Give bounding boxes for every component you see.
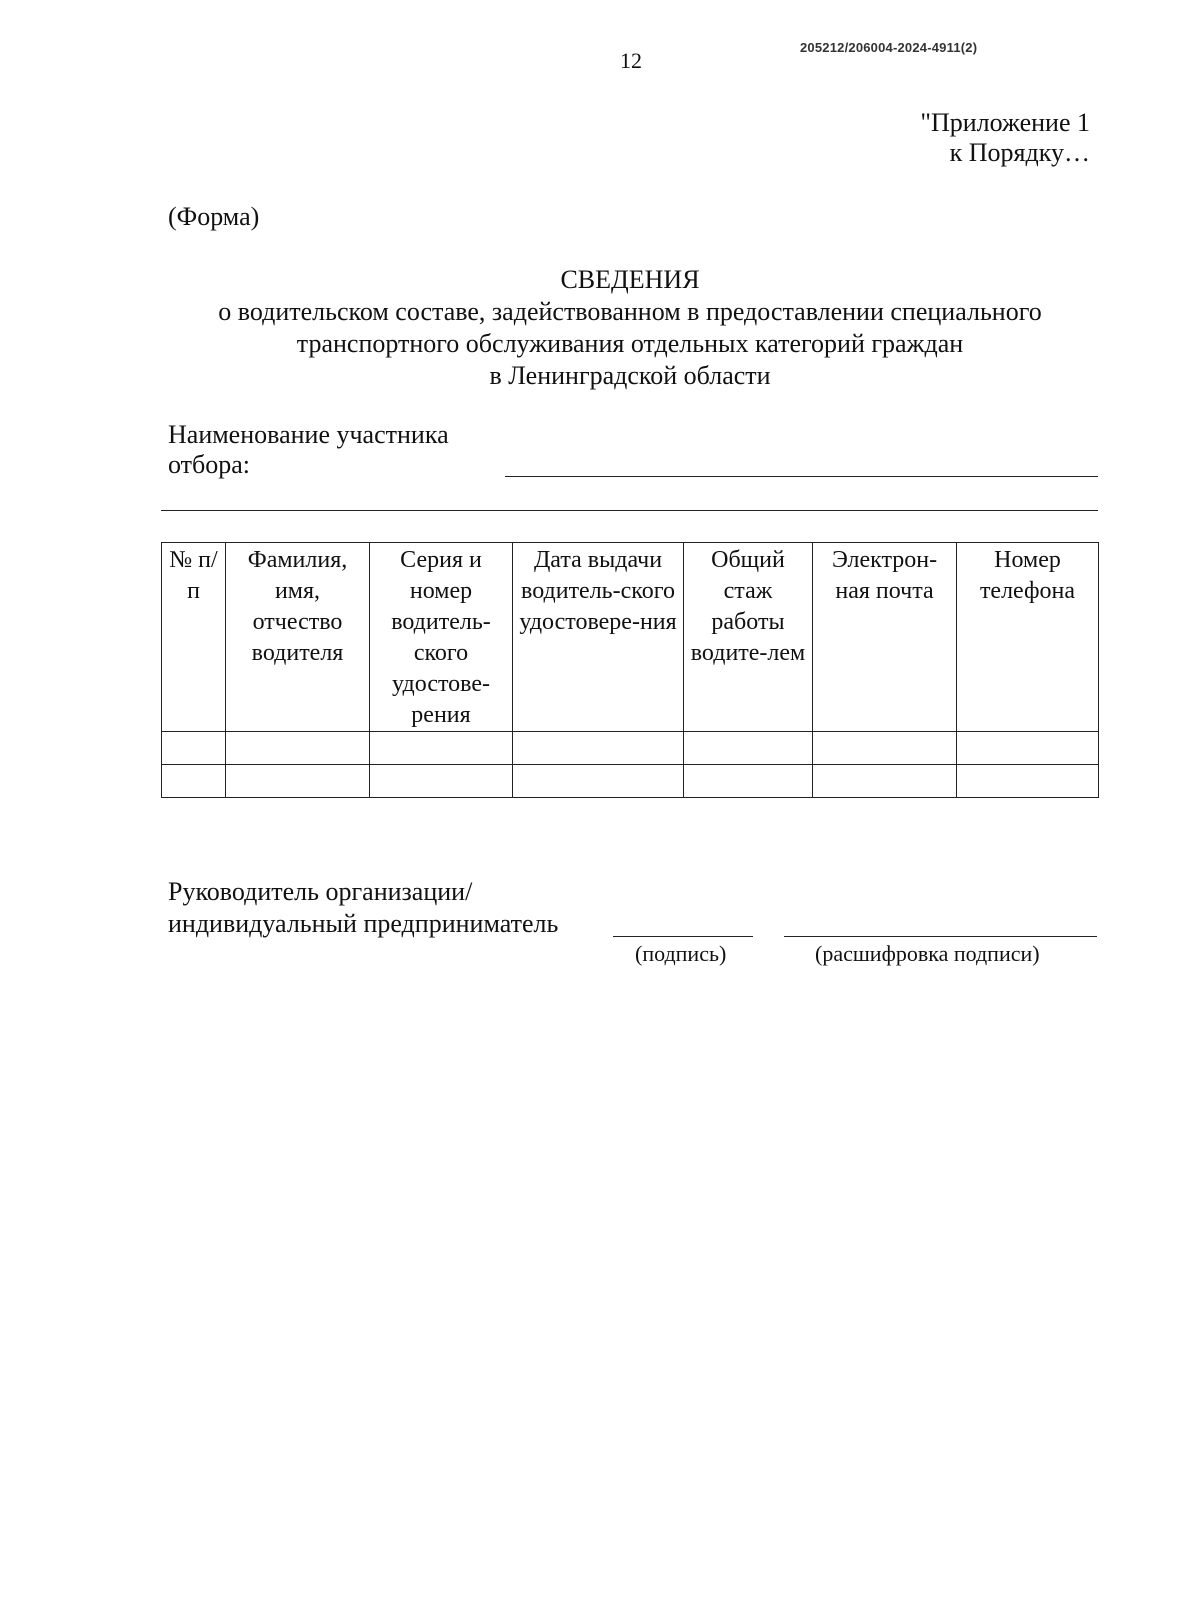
drivers-table [161,542,1099,798]
table-cell[interactable] [513,765,684,798]
table-cell[interactable] [226,732,370,765]
table-row [162,765,1099,798]
title-heading: СВЕДЕНИЯ [560,265,700,294]
appendix-line-1: "Приложение 1 [920,108,1090,137]
signature-field[interactable] [613,936,753,937]
column-header: Серия и номер водитель-ского удостове-рения [370,543,513,732]
signature-decoding-caption: (расшифровка подписи) [815,941,1040,966]
column-header: Общий стаж работы водите-лем [684,543,813,732]
column-header: Фамилия, имя, отчество водителя [226,543,370,732]
column-header: № п/п [162,543,226,732]
page-number: 12 [620,48,642,73]
signatory-label-line-2: индивидуальный предприниматель [168,909,559,938]
signature-caption: (подпись) [635,941,727,966]
table-cell[interactable] [684,765,813,798]
participant-label-line-1: Наименование участника [168,420,449,449]
table-header-row [162,543,1099,732]
signature-decoding-field[interactable] [784,936,1097,937]
column-header: Электрон-ная почта [813,543,957,732]
table-cell[interactable] [370,732,513,765]
table-cell[interactable] [813,732,957,765]
table-cell[interactable] [957,765,1099,798]
table-cell[interactable] [370,765,513,798]
participant-name-field-continuation[interactable] [161,510,1098,511]
table-cell[interactable] [162,765,226,798]
table-cell[interactable] [162,732,226,765]
form-label: (Форма) [168,202,260,231]
column-header: Номер телефона [957,543,1099,732]
title-line-3: в Ленинградской области [489,361,771,390]
title-line-2: транспортного обслуживания отдельных категорий граждан [296,329,964,358]
appendix-reference [920,108,1090,168]
document-title [160,264,1100,392]
signatory-label-line-1: Руководитель организации/ [168,877,473,906]
participant-name-field[interactable] [505,476,1098,477]
table-cell[interactable] [684,732,813,765]
document-number: 205212/206004-2024-4911(2) [800,40,978,55]
table-cell[interactable] [513,732,684,765]
participant-label-line-2: отбора: [168,450,251,479]
participant-label [168,420,449,480]
table-cell[interactable] [813,765,957,798]
table-cell[interactable] [957,732,1099,765]
table-cell[interactable] [226,765,370,798]
signatory-label [168,876,558,940]
table-row [162,732,1099,765]
appendix-line-2: к Порядку… [949,138,1090,167]
column-header: Дата выдачи водитель-ского удостовере-ния [513,543,684,732]
title-line-1: о водительском составе, задействованном в предоставлении специального [218,297,1042,326]
